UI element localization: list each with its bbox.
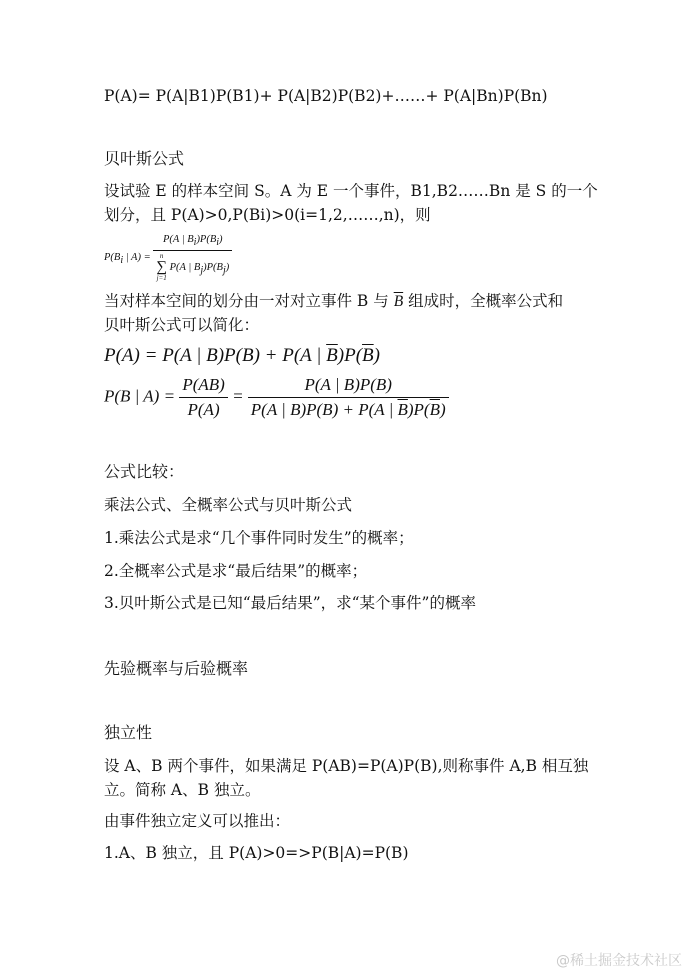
bayes-formula-general bbox=[104, 234, 232, 282]
independence-heading: 独立性 bbox=[104, 723, 153, 742]
complement-b: $\overline{B}$ bbox=[393, 293, 404, 310]
independence-def-line-2: 立。简称 A、B 独立。 bbox=[104, 781, 261, 799]
bayes-simplified-fraction-1: $\frac{P(AB)}{P(A)}$ bbox=[179, 375, 227, 420]
comparison-heading: 公式比较： bbox=[104, 462, 185, 481]
bayes-formula-heading: 贝叶斯公式 bbox=[104, 149, 185, 168]
comparison-item-3: 3.贝叶斯公式是已知“最后结果”，求“某个事件”的概率 bbox=[104, 594, 476, 612]
bayes-setup-line-1: 设试验 E 的样本空间 S。A 为 E 一个事件，B1,B2……Bn 是 S 的一个 bbox=[104, 182, 598, 200]
bayes-general-fraction bbox=[153, 234, 232, 282]
comparison-item-2: 2.全概率公式是求“最后结果”的概率； bbox=[104, 562, 368, 580]
watermark: @稀土掘金技术社区 bbox=[556, 953, 682, 969]
bayes-simplified: P(B | A) = $\frac{P(AB)}{P(A)}$ = $\frac{P(A | B)P(B)}{P(A | B)P(B) + P(A | \overline{B})P(\overline{B})}$ bbox=[104, 375, 449, 420]
independence-derive-item-1: 1.A、B 独立，且 P(A)>0=>P(B|A)=P(B) bbox=[104, 844, 409, 862]
summation-symbol: n ∑ j=1 bbox=[156, 252, 168, 283]
prior-posterior-heading: 先验概率与后验概率 bbox=[104, 659, 249, 678]
bayes-simplified-fraction-2: $\frac{P(A | B)P(B)}{P(A | B)P(B) + P(A | \overline{B})P(\overline{B})}$ bbox=[248, 375, 449, 420]
bayes-general-lhs: $P(B_i$ | A) = bbox=[104, 252, 151, 267]
simplify-line-1: 当对样本空间的划分由一对对立事件 B 与 $\overline{B}$ 组成时，全概率公式和 bbox=[104, 292, 564, 310]
independence-def-line-1: 设 A、B 两个事件，如果满足 P(AB)=P(A)P(B),则称事件 A,B 相互独 bbox=[104, 757, 589, 775]
simplify-line-2: 贝叶斯公式可以简化： bbox=[104, 316, 260, 334]
independence-derive-intro: 由事件独立定义可以推出： bbox=[104, 812, 291, 830]
total-probability-simplified: P(A) = P(A | B)P(B) + P(A | $\overline{B})P(\overline{B})$ bbox=[104, 345, 380, 366]
bayes-setup-line-2: 划分，且 P(A)>0,P(Bi)>0(i=1,2,……,n)，则 bbox=[104, 206, 431, 224]
comparison-subtitle: 乘法公式、全概率公式与贝叶斯公式 bbox=[104, 496, 353, 514]
total-probability-formula: P(A)= P(A|B1)P(B1)+ P(A|B2)P(B2)+……+ P(A|Bn)P(Bn) bbox=[104, 87, 548, 105]
comparison-item-1: 1.乘法公式是求“几个事件同时发生”的概率； bbox=[104, 529, 414, 547]
bayes-general-denominator: n ∑ j=1 P(A | $B_j)P(B_j)$ bbox=[156, 252, 230, 283]
bayes-general-numerator: P(A | $B_i)P(B_i)$ bbox=[153, 234, 232, 251]
